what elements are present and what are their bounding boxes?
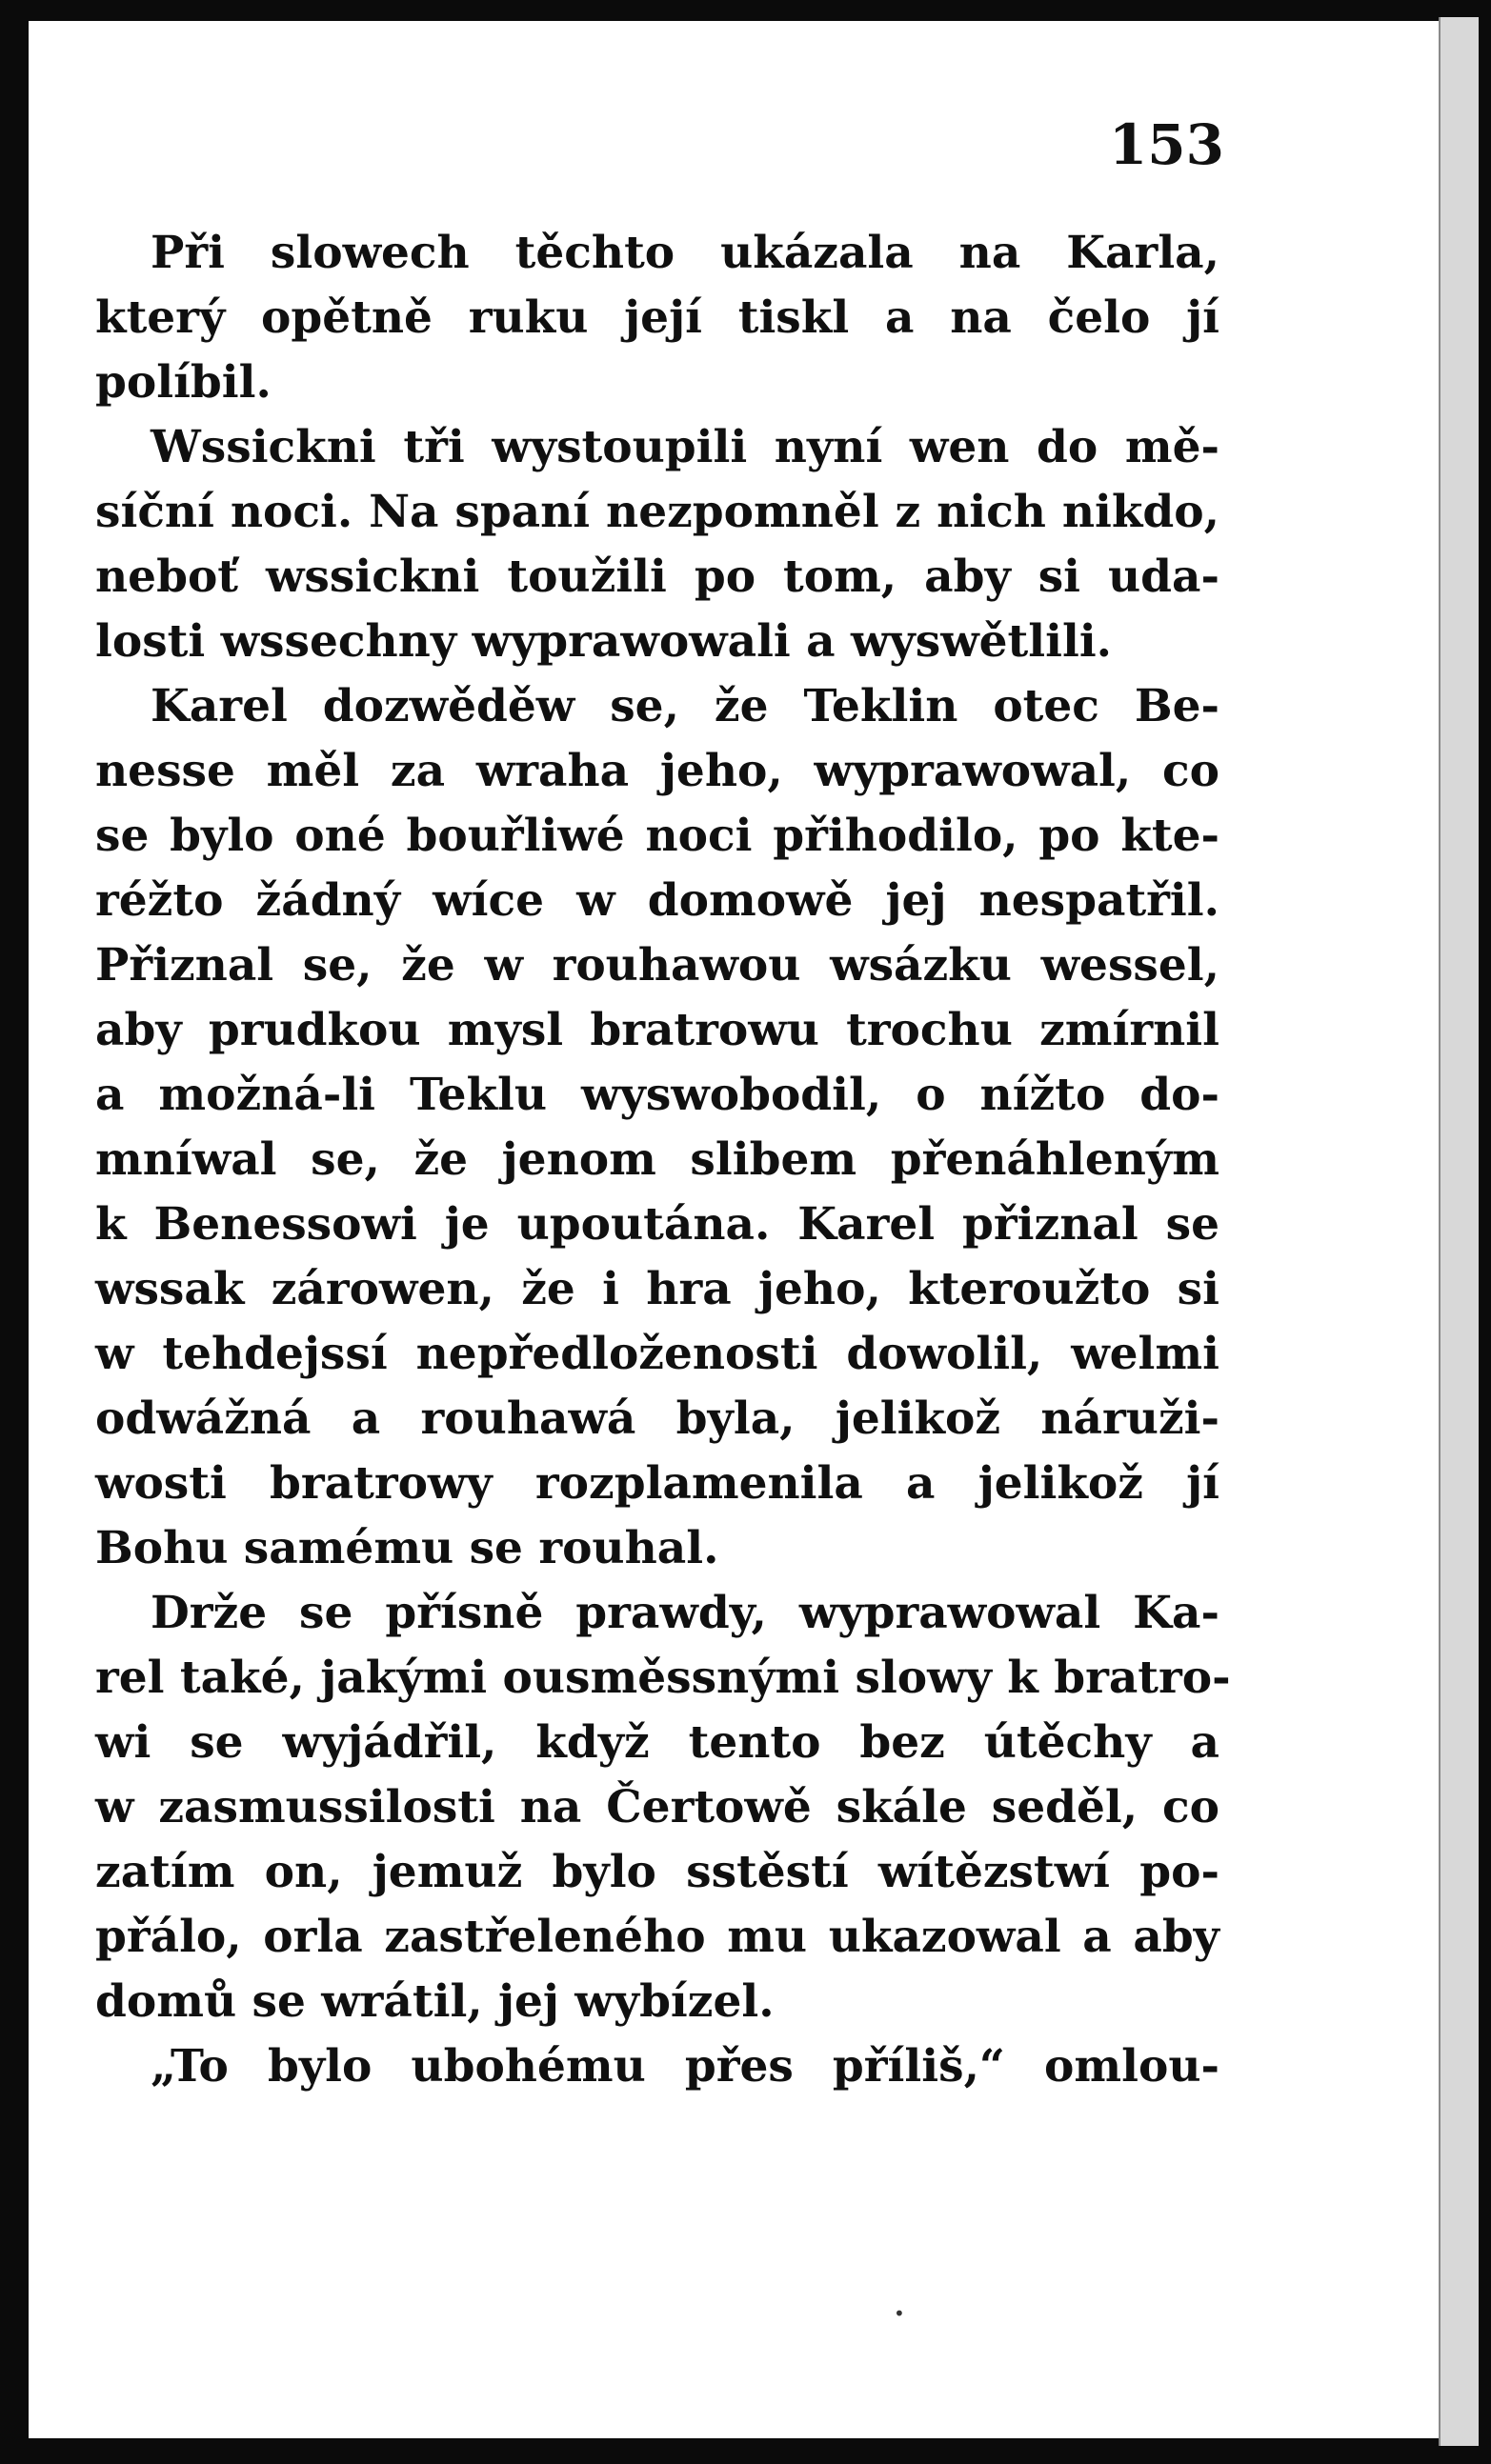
text-line: síční noci. Na spaní nezpomněl z nich nikdo, [95,486,1219,538]
text-line: Bohu samému se rouhal. [95,1522,719,1574]
text-line: který opětně ruku její tiskl a na čelo jí [95,291,1219,344]
text-line: w zasmussilosti na Čertowě skále seděl, co [95,1781,1219,1833]
text-line: Wssickni tři wystoupili nyní wen do mě- [151,421,1219,473]
text-line: réžto žádný wíce w domowě jej nespatřil. [95,874,1219,927]
text-line: políbil. [95,356,272,409]
page-edge [1439,17,1479,2446]
page-number: 153 [1108,112,1224,177]
text-line: nesse měl za wraha jeho, wyprawowal, co [95,745,1219,797]
text-line: k Benessowi je upoutána. Karel přiznal se [95,1198,1219,1251]
text-line: losti wssechny wyprawowali a wyswětlili. [95,615,1113,668]
text-line: se bylo oné bouřliwé noci přihodilo, po kte- [95,810,1219,862]
text-line: wi se wyjádřil, když tento bez útěchy a [95,1716,1219,1769]
text-line: neboť wssickni toužili po tom, aby si uda- [95,551,1219,603]
text-line: w tehdejssí nepředloženosti dowolil, welmi [95,1328,1219,1380]
text-line: domů se wrátil, jej wybízel. [95,1975,775,2028]
text-line: wosti bratrowy rozplamenila a jelikož jí [95,1457,1219,1510]
text-line: rel také, jakými ousměssnými slowy k bratro- [95,1652,1231,1704]
text-line: „To bylo ubohému přes příliš,“ omlou- [151,2040,1219,2093]
text-line: mníwal se, že jenom slibem přenáhleným [95,1133,1219,1186]
text-line: přálo, orla zastřeleného mu ukazowal a aby [95,1911,1219,1963]
text-line: Při slowech těchto ukázala na Karla, [151,227,1219,279]
text-line: a možná-li Teklu wyswobodil, o nížto do- [95,1069,1219,1121]
text-line: wssak zárowen, že i hra jeho, kteroužto si [95,1263,1219,1315]
text-line: Karel dozwěděw se, že Teklin otec Be- [151,680,1219,732]
text-line: zatím on, jemuž bylo sstěstí wítězstwí po- [95,1846,1219,1898]
text-line: Drže se přísně prawdy, wyprawowal Ka- [151,1587,1219,1639]
body-text [95,221,1231,2099]
text-line: Přiznal se, že w rouhawou wsázku wessel, [95,939,1219,992]
footer-mark: • [894,2302,905,2325]
text-line: aby prudkou mysl bratrowu trochu zmírnil [95,1004,1219,1056]
text-line: odwážná a rouhawá byla, jelikož náruži- [95,1392,1219,1445]
